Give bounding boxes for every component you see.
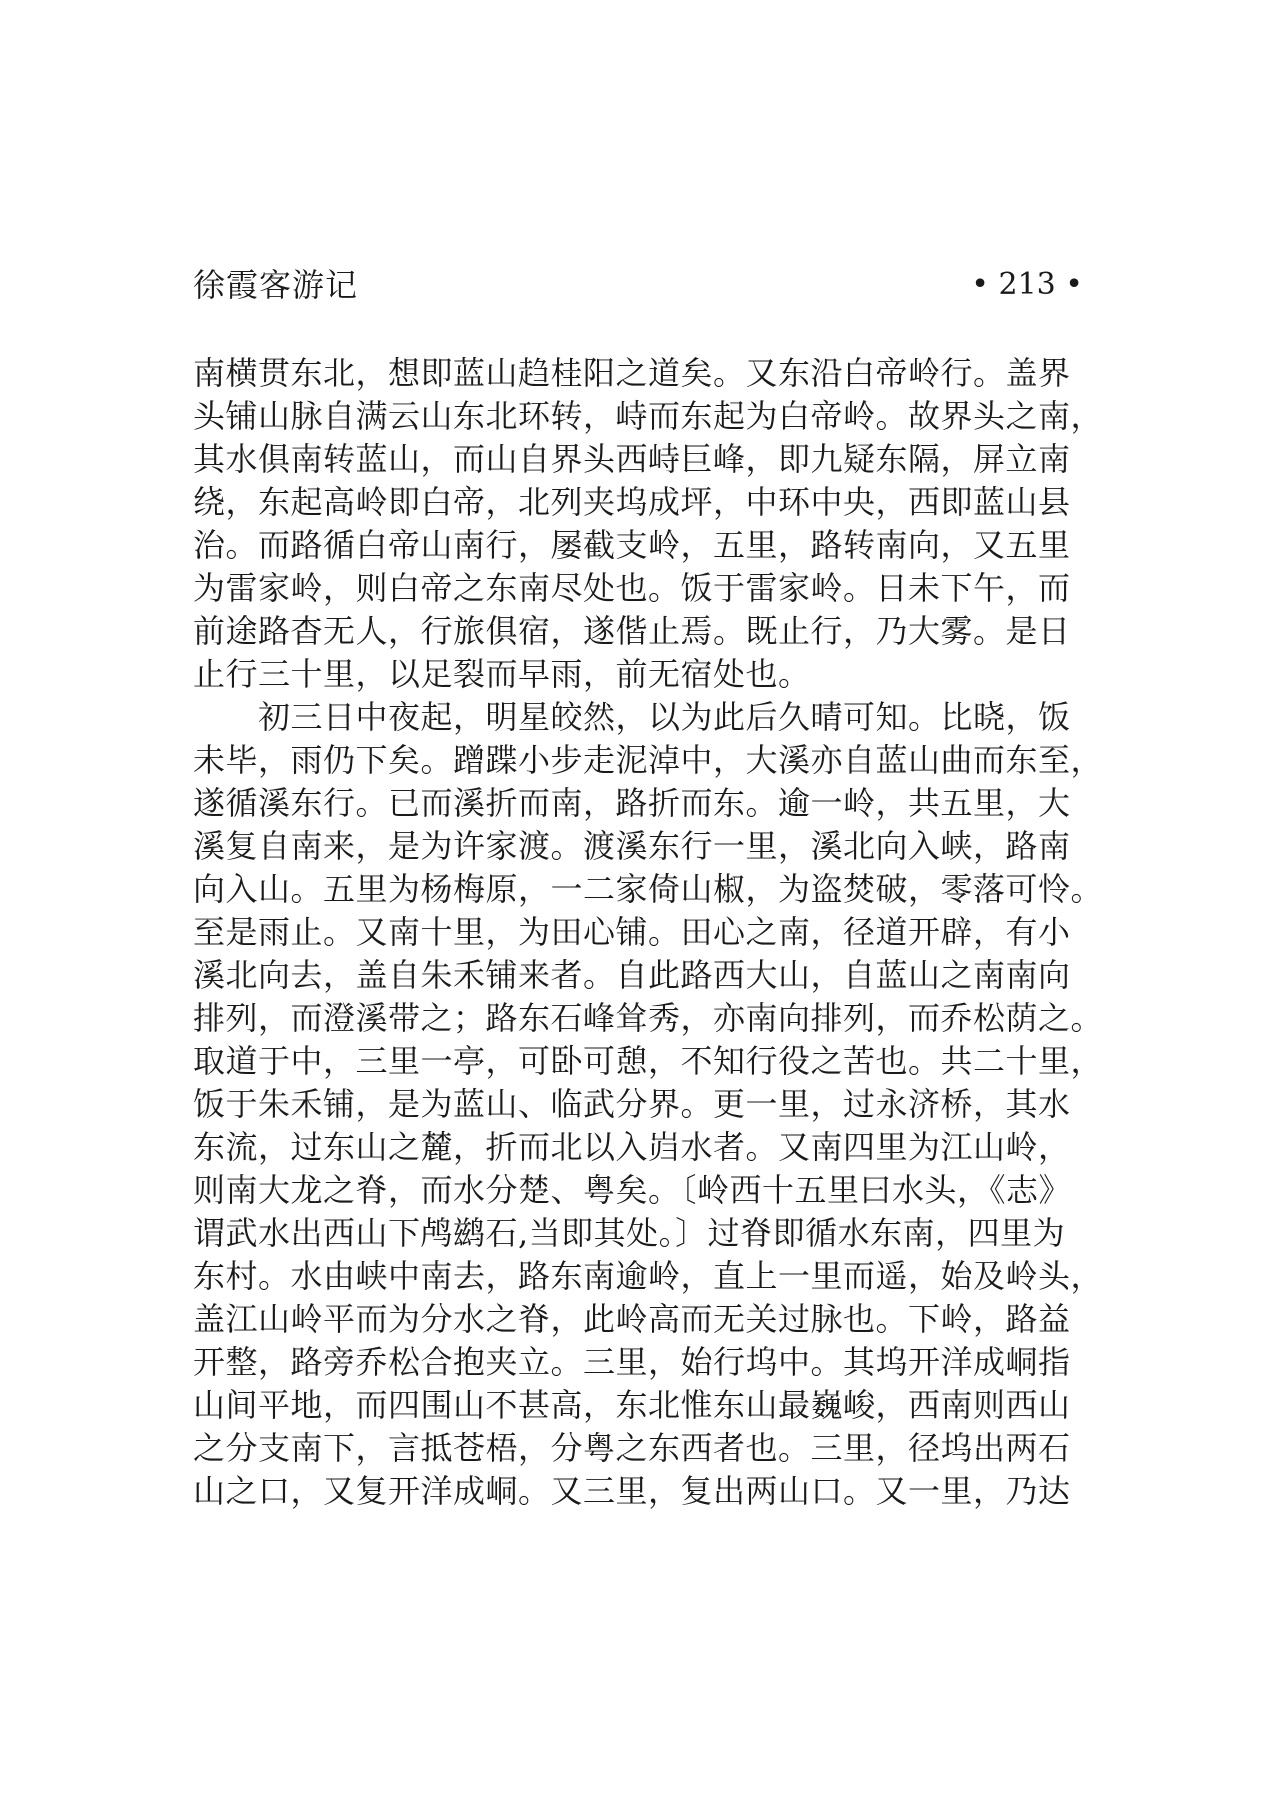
page-header xyxy=(193,262,1083,308)
book-title: 徐霞客游记 xyxy=(193,266,359,304)
text-line: 前途路杳无人，行旅俱宿，遂偕止焉。既止行，乃大雾。是日 xyxy=(193,612,1071,650)
text-line: 头铺山脉自满云山东北环转，峙而东起为白帝岭。故界头之南， xyxy=(193,397,1104,435)
page-number: • 213 • xyxy=(971,267,1083,302)
text-line: 治。而路循白帝山南行，屡截支岭，五里，路转南向，又五里 xyxy=(193,526,1071,564)
text-line: 绕，东起高岭即白帝，北列夹坞成坪，中环中央，西即蓝山县 xyxy=(193,483,1071,521)
text-line: 谓武水出西山下鸬鹚石,当即其处。〕过脊即循水东南，四里为 xyxy=(193,1214,1066,1252)
text-line: 为雷家岭，则白帝之东南尽处也。饭于雷家岭。日未下午，而 xyxy=(193,569,1071,607)
text-line: 向入山。五里为杨梅原，一二家倚山椒，为盗焚破，零落可怜。 xyxy=(193,870,1104,908)
text-line: 则南大龙之脊，而水分楚、粤矣。〔岭西十五里曰水头，《志》 xyxy=(193,1171,1072,1209)
text-line: 东流，过东山之麓，折而北以入岿水者。又南四里为江山岭， xyxy=(193,1128,1071,1166)
text-line: 取道于中，三里一亭，可卧可憩，不知行役之苦也。共二十里， xyxy=(193,1042,1104,1080)
text-line: 溪北向去，盖自朱禾铺来者。自此路西大山，自蓝山之南南向 xyxy=(193,956,1071,994)
text-line: 止行三十里，以足裂而早雨，前无宿处也。 xyxy=(193,655,811,693)
text-line: 盖江山岭平而为分水之脊，此岭高而无关过脉也。下岭，路益 xyxy=(193,1300,1071,1338)
text-line: 山间平地，而四围山不甚高，东北惟东山最巍峻，西南则西山 xyxy=(193,1386,1071,1424)
text-line: 遂循溪东行。已而溪折而南，路折而东。逾一岭，共五里，大 xyxy=(193,784,1071,822)
text-line: 其水俱南转蓝山，而山自界头西峙巨峰，即九疑东隔，屏立南 xyxy=(193,440,1071,478)
text-line: 至是雨止。又南十里，为田心铺。田心之南，径道开辟，有小 xyxy=(193,913,1071,951)
body-text xyxy=(193,352,1104,1513)
text-line: 之分支南下，言抵苍梧，分粤之东西者也。三里，径坞出两石 xyxy=(193,1429,1071,1467)
text-line: 山之口，又复开洋成峒。又三里，复出两山口。又一里，乃达 xyxy=(193,1472,1071,1510)
text-line: 初三日中夜起，明星皎然，以为此后久晴可知。比晓，饭 xyxy=(193,698,1071,736)
text-line: 溪复自南来，是为许家渡。渡溪东行一里，溪北向入峡，路南 xyxy=(193,827,1071,865)
text-line: 开整，路旁乔松合抱夹立。三里，始行坞中。其坞开洋成峒指 xyxy=(193,1343,1071,1381)
text-line: 未毕，雨仍下矣。蹭蹀小步走泥淖中，大溪亦自蓝山曲而东至， xyxy=(193,741,1104,779)
text-line: 排列，而澄溪带之；路东石峰耸秀，亦南向排列，而乔松荫之。 xyxy=(193,999,1104,1037)
text-line: 南横贯东北，想即蓝山趋桂阳之道矣。又东沿白帝岭行。盖界 xyxy=(193,354,1071,392)
text-line: 饭于朱禾铺，是为蓝山、临武分界。更一里，过永济桥，其水 xyxy=(193,1085,1071,1123)
text-line: 东村。水由峡中南去，路东南逾岭，直上一里而遥，始及岭头， xyxy=(193,1257,1104,1295)
